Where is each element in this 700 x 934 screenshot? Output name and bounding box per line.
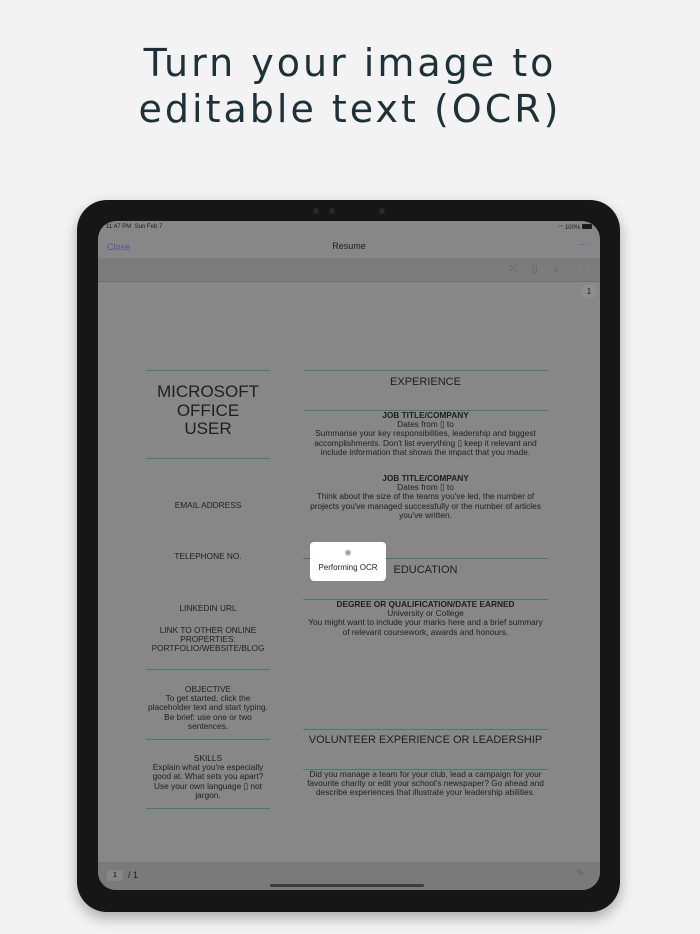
name-line: MICROSOFT [157, 382, 259, 401]
home-indicator [270, 884, 424, 887]
crop-icon[interactable]: ⤧ [509, 264, 517, 275]
camera [329, 208, 335, 214]
objective: OBJECTIVE To get started, click the placeholder text and start typing. Be brief: use one or two sentences. [148, 684, 268, 731]
email-address: EMAIL ADDRESS [174, 500, 242, 510]
bookmark-icon[interactable]: ▯ [532, 264, 538, 275]
education-entry: DEGREE OR QUALIFICATION/DATE EARNED University or College You might want to include your marks here and a brief summary of relevant coursework, awards and honours. [308, 599, 543, 637]
page-input[interactable]: 1 [107, 870, 123, 881]
headline-line2: editable text (OCR) [138, 87, 562, 131]
close-button[interactable]: Close [107, 242, 131, 252]
battery-icon [582, 224, 592, 229]
edit-icon[interactable]: ✎ [576, 868, 584, 878]
education-heading: EDUCATION [393, 564, 458, 576]
linkedin-url: LINKEDIN URL [179, 603, 237, 613]
experience-heading: EXPERIENCE [390, 376, 461, 388]
skills: SKILLS Explain what you're especially good at. What sets you apart? Use your own language ▯ not jargon. [152, 753, 264, 800]
volunteer-heading: VOLUNTEER EXPERIENCE OR LEADERSHIP [308, 734, 543, 746]
wifi-icon: ◠ [558, 225, 564, 231]
search-icon[interactable]: ⌕ [554, 264, 560, 275]
ocr-label: Performing OCR [318, 563, 378, 572]
headline-line1: Turn your image to [143, 41, 557, 85]
job-entry: JOB TITLE/COMPANY Dates from ▯ to Think about the size of the teams you've led, the number of projects you've managed successfully or the number of articles you've written. [310, 473, 541, 520]
nav-bar [98, 234, 600, 258]
screen [98, 221, 600, 890]
page-total: / 1 [128, 870, 139, 880]
volunteer-entry: Did you manage a team for your club, lead a campaign for your favourite charity or edit your school's newspaper? Go ahead and describe experiences that illustrate your leadership abilities. [307, 769, 544, 798]
status-bar: 11:47 PM Sun Feb 7 ◠ 100% [98, 221, 600, 234]
ocr-progress-dialog [310, 542, 386, 581]
toolbar [98, 258, 600, 282]
bottom-bar [98, 862, 600, 890]
more-vertical-icon[interactable]: ⋮ [579, 264, 589, 275]
more-icon[interactable]: ··· [579, 239, 588, 249]
document-title: Resume [332, 241, 366, 251]
sensor [313, 208, 319, 214]
spinner-icon: ✺ [344, 548, 352, 558]
headline [0, 40, 700, 132]
page-indicator: 1 [582, 285, 596, 298]
name-line: OFFICE [176, 400, 240, 420]
job-entry: JOB TITLE/COMPANY Dates from ▯ to Summarise your key responsibilities, leadership and biggest accomplishments. Don't list everything ▯ keep it relevant and include information that shows the impact that you made. [314, 410, 537, 457]
sensor [379, 208, 385, 214]
other-links: LINK TO OTHER ONLINE PROPERTIES: PORTFOLIO/WEBSITE/BLOG [151, 625, 265, 654]
telephone: TELEPHONE NO. [174, 551, 242, 561]
name-line: USER [184, 419, 232, 438]
